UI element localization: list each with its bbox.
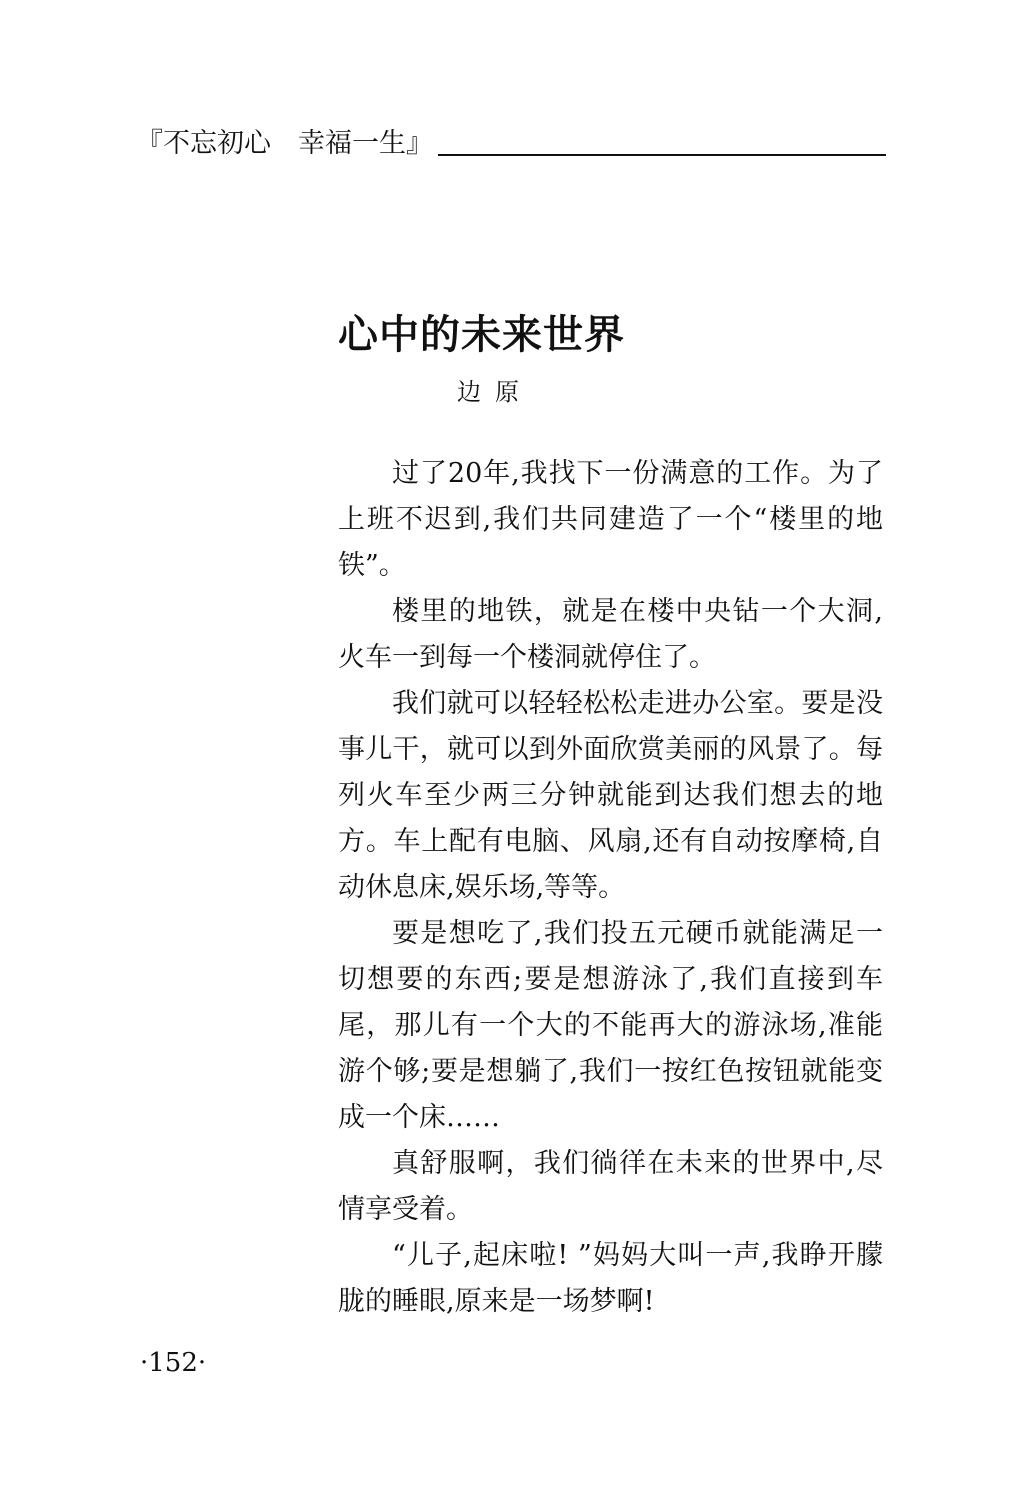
paragraph-4: 要是想吃了,我们投五元硬币就能满足一切想要的东西;要是想游泳了,我们直接到车尾，那儿有一个大的不能再大的游泳场,准能游个够;要是想躺了,我们一按红色按钮就能变成一个床……	[338, 918, 883, 1133]
page-number: ·152·	[140, 1348, 207, 1378]
paragraph-1: 过了20年,我找下一份满意的工作。为了上班不迟到,我们共同建造了一个“楼里的地铁”。	[338, 458, 883, 581]
paragraph-3: 我们就可以轻轻松松走进办公室。要是没事儿干，就可以到外面欣赏美丽的风景了。每列火车至少两三分钟就能到达我们想去的地方。车上配有电脑、风扇,还有自动按摩椅,自动休息床,娱乐场,等等。	[338, 688, 883, 903]
running-header-title: 『不忘初心 幸福一生』	[136, 128, 433, 159]
paragraph-6: “儿子,起床啦! ”妈妈大叫一声,我睁开朦胧的睡眼,原来是一场梦啊!	[338, 1240, 883, 1317]
article-author: 边原	[457, 378, 533, 406]
paragraph-2: 楼里的地铁，就是在楼中央钻一个大洞,火车一到每一个楼洞就停住了。	[338, 596, 883, 673]
header-rule	[438, 154, 886, 156]
article-body	[338, 451, 883, 1325]
running-header	[136, 124, 886, 164]
article-title: 心中的未来世界	[338, 311, 625, 358]
paragraph-5: 真舒服啊，我们徜徉在未来的世界中,尽情享受着。	[338, 1148, 883, 1225]
